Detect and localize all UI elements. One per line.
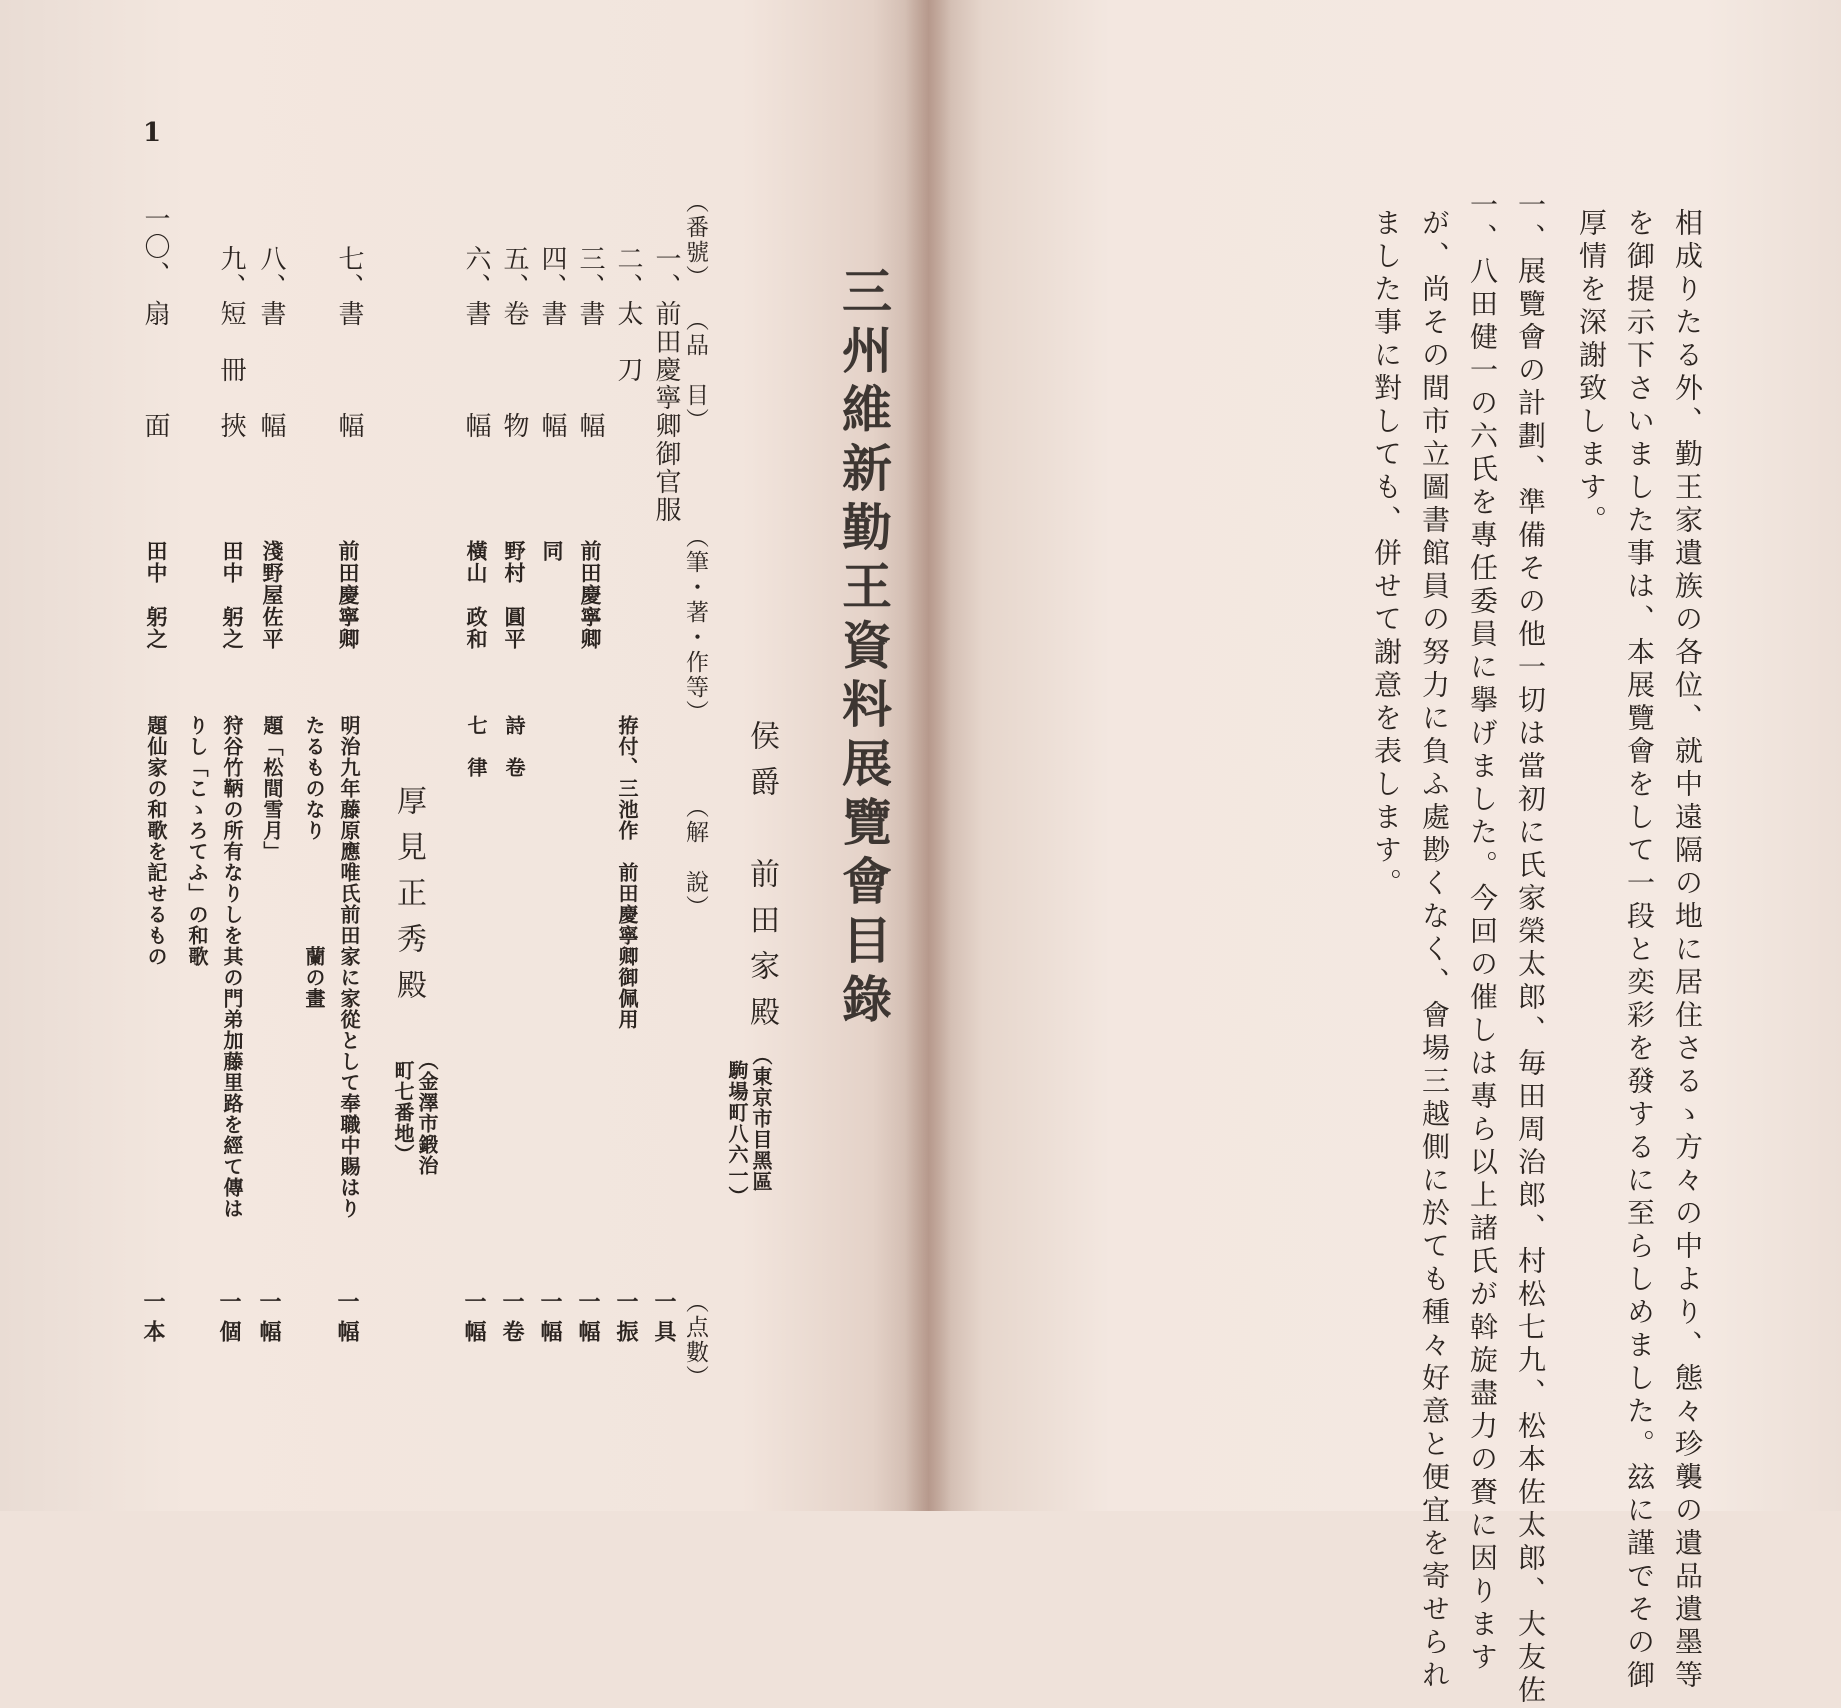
item-author: 野村 圓平 (502, 540, 527, 650)
item-note: 題「松間雪月」 (260, 715, 284, 862)
paragraph1-line-2: を御提示下さいました事は、本展覽會をして一段と奕彩を發するに至らしめました。玆に謹でその御 (1623, 208, 1656, 1693)
item-number: 五、 (499, 245, 529, 301)
patron-1-name: 侯爵 前田家殿 (744, 720, 779, 1042)
paragraph2-line-3: が、尚その間市立圖書館員の努力に負ふ處尠くなく、會場三越側に於ても種々好意と便宜を寄せられ (1418, 208, 1451, 1693)
patron-2-address-2: 町七番地） (391, 1060, 415, 1165)
item-note: 狩谷竹鞆の所有なりしを其の門弟加藤里路を經て傳は (220, 715, 244, 1219)
book-gutter (905, 0, 951, 1511)
item-author: 同 (540, 540, 565, 562)
item-count: 一具 (651, 1290, 677, 1350)
item-count: 一個 (216, 1290, 242, 1350)
paragraph2-line-4: ました事に對しても、併せて謝意を表します。 (1370, 208, 1403, 901)
item-name: 書 幅 (256, 300, 286, 440)
item-note: たるものなり 蘭の畫 (302, 715, 326, 1009)
page-number: 1 (143, 118, 162, 148)
item-author: 淺野屋佐平 (260, 540, 285, 650)
patron-2-name: 厚見正秀殿 (391, 785, 426, 1015)
header-number: （番號） (682, 190, 708, 290)
item-name: 前田慶寧卿御官服 (651, 300, 681, 524)
item-note: 題仙家の和歌を記せるもの (144, 715, 168, 967)
patron-1-address-1: （東京市目黑區 (749, 1045, 773, 1192)
item-number: 三、 (575, 245, 605, 301)
item-count: 一幅 (334, 1290, 360, 1350)
item-note: 拵付、三池作 前田慶寧卿御佩用 (615, 715, 639, 1030)
item-number: 八、 (256, 245, 286, 301)
patron-2-address-1: （金澤市鍛治 (415, 1050, 439, 1176)
item-note: 詩 卷 (502, 715, 526, 778)
item-note: 七 律 (464, 715, 488, 778)
item-note: りし「こゝろてふ」の和歌 (185, 715, 209, 967)
item-number: 四、 (537, 245, 567, 301)
item-count: 一幅 (256, 1290, 282, 1350)
item-number: 一、 (651, 245, 681, 301)
item-name: 書 幅 (461, 300, 491, 440)
item-author: 橫山 政和 (464, 540, 489, 650)
item-count: 一幅 (461, 1290, 487, 1350)
patron-1-address-2: 駒場町八六一） (725, 1060, 749, 1207)
item-author: 前田慶寧卿 (578, 540, 603, 650)
item-note: 明治九年藤原應唯氏前田家に家從として奉職中賜はり (337, 715, 361, 1219)
item-count: 一本 (140, 1290, 166, 1350)
item-count: 一振 (613, 1290, 639, 1350)
item-number: 七、 (334, 245, 364, 301)
item-name: 太 刀 (613, 300, 643, 384)
item-number: 一〇、 (140, 205, 170, 289)
item-number: 六、 (461, 245, 491, 301)
paragraph2-line-1: 一、展覽會の計劃、準備その他一切は當初に氏家榮太郎、毎田周治郎、村松七九、松本佐太郎、大友佐 (1514, 190, 1547, 1708)
item-name: 卷 物 (499, 300, 529, 440)
item-count: 一幅 (537, 1290, 563, 1350)
header-count: （点數） (682, 1290, 708, 1390)
paragraph1-line-1: 相成りたる外、勤王家遺族の各位、就中遠隔の地に居住さるゝ方々の中より、態々珍襲の遺品遺墨等 (1671, 208, 1704, 1693)
item-number: 二、 (613, 245, 643, 301)
header-item: （品 目） (682, 308, 708, 433)
paragraph1-line-3: 厚情を深謝致します。 (1575, 208, 1608, 538)
item-name: 短 冊 挾 (216, 300, 246, 440)
item-name: 扇 面 (140, 300, 170, 440)
item-count: 一幅 (575, 1290, 601, 1350)
paragraph2-line-2: 一、八田健一の六氏を專任委員に擧げました。今回の催しは專ら以上諸氏が斡旋盡力の賚に因ります (1466, 190, 1499, 1675)
item-name: 書 幅 (537, 300, 567, 440)
catalog-title: 三州維新勤王資料展覽會目錄 (834, 265, 893, 1032)
item-count: 一卷 (499, 1290, 525, 1350)
header-author: （筆・著・作等） (682, 525, 708, 725)
item-name: 書 幅 (575, 300, 605, 440)
item-name: 書 幅 (334, 300, 364, 440)
item-number: 九、 (216, 245, 246, 301)
item-author: 田中 躬之 (144, 540, 169, 650)
item-author: 前田慶寧卿 (336, 540, 361, 650)
item-author: 田中 躬之 (220, 540, 245, 650)
header-note: （解 說） (682, 795, 708, 920)
